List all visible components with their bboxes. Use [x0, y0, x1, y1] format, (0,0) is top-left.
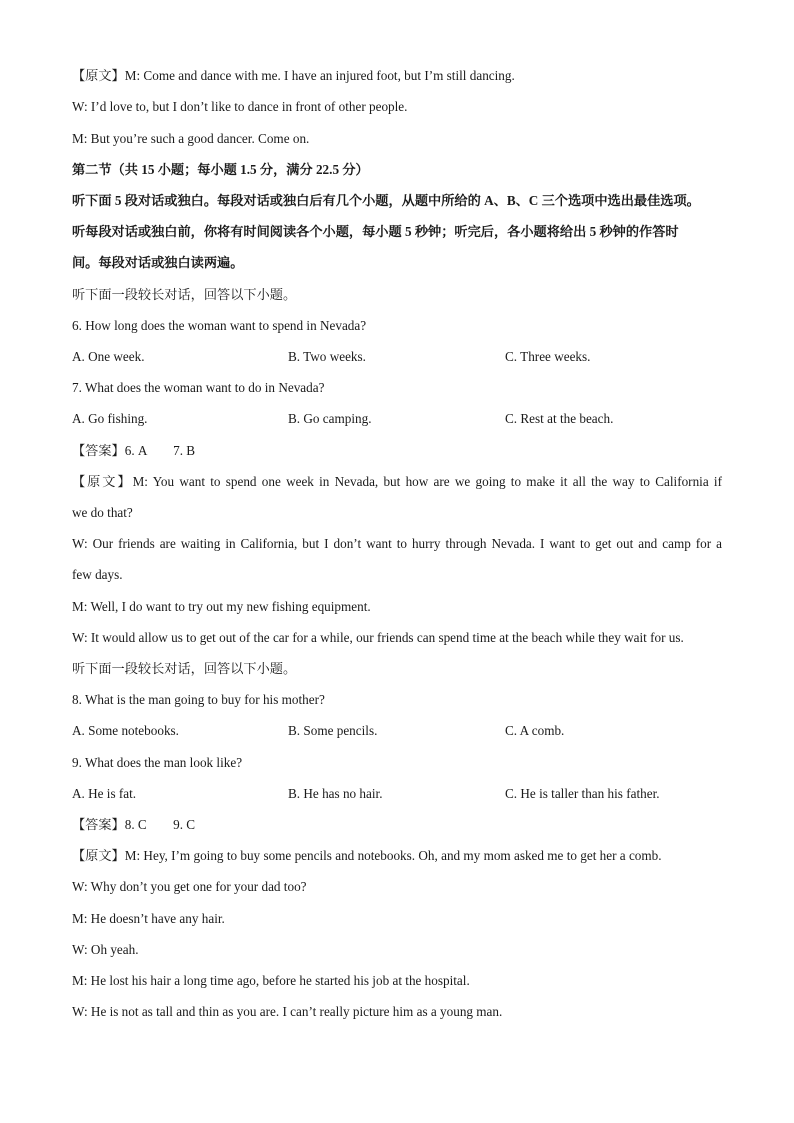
transcript-line: W: Oh yeah. [72, 942, 139, 957]
transcript-line: few days. [72, 567, 123, 582]
option-b: B. Two weeks. [288, 349, 366, 364]
transcript-line: W: He is not as tall and thin as you are. I can’t really picture him as a young man. [72, 1004, 503, 1019]
transcript-line: M: Well, I do want to try out my new fishing equipment. [72, 599, 371, 614]
question-9: 9. What does the man look like? [72, 755, 243, 770]
instructions-line: 间。每段对话或独白读两遍。 [72, 255, 244, 270]
answer-line: 【答案】8. C 9. C [72, 817, 196, 832]
transcript-line: M: He doesn’t have any hair. [72, 911, 225, 926]
transcript-line: W: I’d love to, but I don’t like to dance in front of other people. [72, 99, 408, 114]
transcript-line: 【原文】M: Come and dance with me. I have an injured foot, but I’m still dancing. [72, 68, 515, 83]
question-7: 7. What does the woman want to do in Nevada? [72, 380, 325, 395]
answer-line: 【答案】6. A 7. B [72, 443, 196, 458]
option-c: C. He is taller than his father. [505, 786, 660, 801]
instructions-line: 听下面 5 段对话或独白。每段对话或独白后有几个小题，从题中所给的 A、B、C 三个选项中选出最佳选项。 [72, 193, 700, 208]
option-c: C. A comb. [505, 723, 565, 738]
transcript-line: M: But you’re such a good dancer. Come on. [72, 131, 310, 146]
option-a: A. He is fat. [72, 786, 137, 801]
option-a: A. Go fishing. [72, 411, 148, 426]
dialogue-intro: 听下面一段较长对话，回答以下小题。 [72, 661, 297, 676]
transcript-line: W: It would allow us to get out of the car for a while, our friends can spend time at the beach while they wait for us. [72, 630, 684, 645]
transcript-line: W: Our friends are waiting in California, but I don’t want to hurry through Nevada. I want to get out and camp for a [72, 536, 722, 551]
transcript-line: we do that? [72, 505, 133, 520]
option-c: C. Rest at the beach. [505, 411, 614, 426]
dialogue-intro: 听下面一段较长对话，回答以下小题。 [72, 287, 297, 302]
option-a: A. One week. [72, 349, 145, 364]
option-b: B. He has no hair. [288, 786, 383, 801]
transcript-line: M: He lost his hair a long time ago, before he started his job at the hospital. [72, 973, 470, 988]
transcript-line: W: Why don’t you get one for your dad too? [72, 879, 307, 894]
transcript-line: 【原文】M: Hey, I’m going to buy some pencils and notebooks. Oh, and my mom asked me to get her a comb. [72, 848, 662, 863]
question-8: 8. What is the man going to buy for his mother? [72, 692, 325, 707]
option-c: C. Three weeks. [505, 349, 591, 364]
section-heading: 第二节（共 15 小题；每小题 1.5 分，满分 22.5 分） [72, 162, 369, 177]
option-b: B. Some pencils. [288, 723, 378, 738]
transcript-line: 【原文】M: You want to spend one week in Nevada, but how are we going to make it all the way to California if [72, 474, 722, 489]
instructions-line: 听每段对话或独白前，你将有时间阅读各个小题，每小题 5 秒钟；听完后，各小题将给出 5 秒钟的作答时 [72, 224, 679, 239]
option-a: A. Some notebooks. [72, 723, 179, 738]
question-6: 6. How long does the woman want to spend in Nevada? [72, 318, 367, 333]
option-b: B. Go camping. [288, 411, 372, 426]
